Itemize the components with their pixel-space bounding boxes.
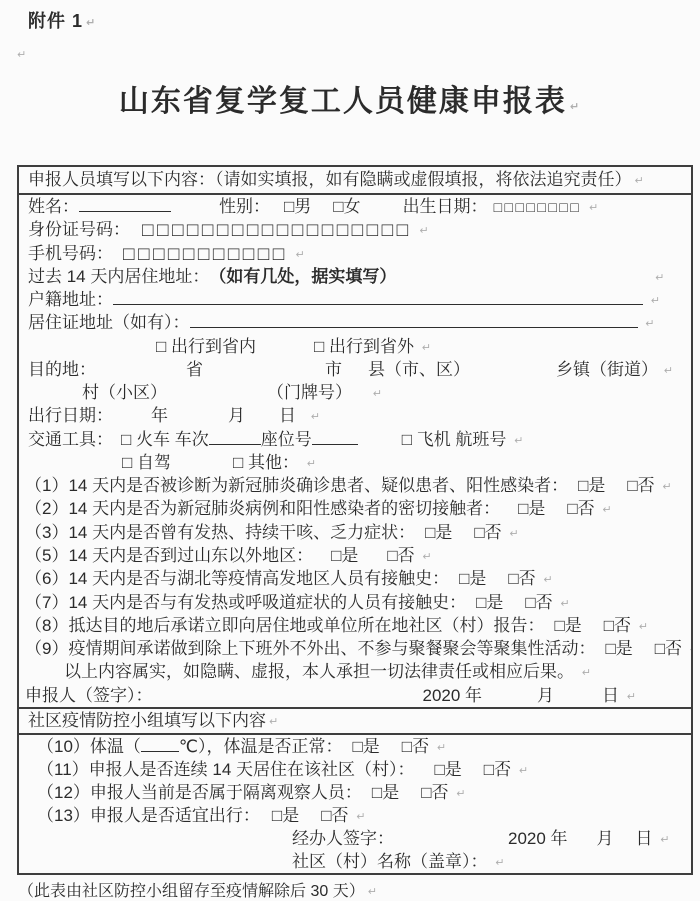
hukou-address-row — [19, 288, 691, 311]
question-5-no-checkbox[interactable]: □否 — [387, 545, 415, 565]
question-row-6 — [19, 567, 691, 590]
hukou-address-input-blank[interactable] — [113, 304, 643, 305]
declarant-sign-year: 2020 年 — [422, 685, 483, 705]
page-title — [0, 76, 700, 120]
declarant-section-header — [19, 167, 691, 195]
destination-village-row — [19, 381, 691, 404]
affirmation-row — [19, 660, 691, 683]
gender-label: 性别： — [219, 197, 270, 216]
question-7-text: （7）14 天内是否与有发热或呼吸道症状的人员有接触史： — [25, 592, 467, 612]
question-5-yes-checkbox[interactable]: □是 — [331, 545, 359, 565]
date-year-unit: 年 — [151, 406, 168, 426]
name-input-blank[interactable] — [79, 211, 171, 212]
question-3-yes-checkbox[interactable]: □是 — [425, 522, 453, 542]
handler-signature-label[interactable]: 经办人签字： — [292, 828, 394, 848]
destination-input-blank[interactable] — [96, 358, 656, 381]
travel-outside-province-checkbox[interactable]: □ 出行到省外 — [314, 336, 414, 356]
dest-city-unit: 市 — [325, 359, 342, 379]
address-14days-row — [19, 265, 691, 288]
transport-row — [19, 428, 691, 451]
handler-signature-row — [19, 827, 691, 850]
question-3-no-checkbox[interactable]: □否 — [474, 522, 502, 542]
page-title-text: 山东省复学复工人员健康申报表 — [118, 85, 567, 118]
question-11-no-checkbox[interactable]: □否 — [483, 759, 512, 779]
question-row-3 — [19, 521, 691, 544]
paragraph-mark — [14, 46, 26, 64]
question-10-suffix: ℃），体温是否正常： — [178, 736, 343, 756]
question-9-text: （9）疫情期间承诺做到除上下班外不外出、不参与聚餐聚会等聚集性活动： — [25, 639, 596, 659]
declarant-section-header-text: 申报人员填写以下内容：（请如实填报，如有隐瞒或虚假填报，将依法追究责任） — [28, 170, 632, 189]
question-row-7 — [19, 591, 691, 614]
community-section-header — [19, 707, 691, 735]
question-10-no-checkbox[interactable]: □否 — [401, 736, 430, 756]
question-1-no-checkbox[interactable]: □否 — [627, 476, 655, 496]
question-13-text: （13）申报人是否适宜出行： — [37, 805, 260, 825]
declarant-signature-row — [19, 684, 691, 707]
community-section-header-text: 社区疫情防控小组填写以下内容 — [28, 710, 266, 730]
transport-self-drive-checkbox[interactable]: □ 自驾 — [122, 452, 171, 472]
travel-date-row — [19, 404, 691, 427]
question-5-text: （5）14 天内是否到过山东以外地区： — [25, 545, 314, 565]
dest-county-unit: 县（市、区） — [368, 359, 470, 379]
residence-permit-row — [19, 311, 691, 334]
transport-other-checkbox[interactable]: □ 其他： — [233, 452, 299, 472]
transport-row-2 — [19, 451, 691, 474]
question-13-no-checkbox[interactable]: □否 — [321, 805, 349, 825]
question-9-no-checkbox[interactable]: □否 — [654, 639, 683, 659]
address-14days-label: 过去 14 天内居住地址： — [28, 266, 210, 286]
question-12-no-checkbox[interactable]: □否 — [421, 782, 449, 802]
question-2-yes-checkbox[interactable]: □是 — [518, 499, 546, 519]
id-number-row — [19, 218, 691, 241]
dest-town-unit: 乡镇（街道） — [556, 359, 658, 379]
attachment-label-text: 附件 1 — [28, 11, 84, 31]
date-day-unit: 日 — [279, 406, 296, 426]
dest-village-unit: 村（小区） — [82, 383, 167, 403]
date-month-unit: 月 — [228, 406, 245, 426]
phone-row — [19, 242, 691, 265]
question-1-text: （1）14 天内是否被诊断为新冠肺炎确诊患者、疑似患者、阳性感染者： — [25, 476, 569, 496]
gender-female-checkbox[interactable]: □女 — [333, 197, 361, 216]
question-8-no-checkbox[interactable]: □否 — [603, 615, 632, 635]
residence-permit-label: 居住证地址（如有）： — [28, 313, 190, 333]
address-14days-input-blank[interactable] — [209, 265, 647, 288]
community-name-row — [19, 850, 691, 873]
declarant-signature-label[interactable]: 申报人（签字）： — [25, 685, 153, 705]
travel-within-province-checkbox[interactable]: □ 出行到省内 — [156, 336, 256, 356]
question-row-2 — [19, 497, 691, 520]
gender-male-checkbox[interactable]: □男 — [284, 197, 312, 216]
dest-province-unit: 省 — [186, 359, 203, 379]
health-declaration-form — [17, 165, 693, 875]
declarant-sign-month: 月 — [537, 685, 555, 705]
question-row-11 — [19, 758, 691, 781]
question-2-text: （2）14 天内是否为新冠肺炎病例和阳性感染者的密切接触者： — [25, 499, 501, 519]
destination-row — [19, 358, 691, 381]
question-8-yes-checkbox[interactable]: □是 — [554, 615, 582, 635]
question-row-5 — [19, 544, 691, 567]
question-6-text: （6）14 天内是否与湖北等疫情高发地区人员有接触史： — [25, 569, 450, 589]
dest-house-no-unit: （门牌号） — [267, 383, 352, 403]
name-label: 姓名： — [28, 197, 79, 216]
affirmation-text: 以上内容属实，如隐瞒、虚报，本人承担一切法律责任或相应后果。 — [64, 662, 574, 682]
question-2-no-checkbox[interactable]: □否 — [567, 499, 595, 519]
question-12-text: （12）申报人当前是否属于隔离观察人员： — [37, 782, 362, 802]
transport-train-checkbox[interactable]: □ 火车 车次 — [121, 429, 209, 449]
attachment-label — [28, 7, 96, 33]
question-11-text: （11）申报人是否连续 14 天居住在该社区（村）： — [37, 759, 415, 779]
seat-number-label: 座位号 — [260, 429, 312, 449]
question-row-10 — [19, 735, 691, 758]
question-row-8 — [19, 614, 691, 637]
question-6-no-checkbox[interactable]: □否 — [508, 569, 536, 589]
question-13-yes-checkbox[interactable]: □是 — [271, 805, 300, 825]
community-section — [19, 735, 691, 873]
destination-label: 目的地： — [28, 359, 96, 379]
travel-direction-row — [19, 335, 691, 358]
question-10-pre: （10）体温（ — [37, 736, 141, 756]
seat-number-blank[interactable] — [312, 444, 358, 445]
retention-footnote — [18, 878, 377, 901]
question-row-12 — [19, 781, 691, 804]
address-14days-hint: （如有几处，据实填写） — [209, 266, 397, 286]
transport-plane-checkbox[interactable]: □ 飞机 航班号 — [401, 429, 507, 449]
question-12-yes-checkbox[interactable]: □是 — [371, 782, 400, 802]
question-8-text: （8）抵达目的地后承诺立即向居住地或单位所在地社区（村）报告： — [25, 615, 545, 635]
retention-footnote-text: （此表由社区防控小组留存至疫情解除后 30 天） — [18, 883, 365, 900]
question-6-yes-checkbox[interactable]: □是 — [459, 569, 487, 589]
question-row-1 — [19, 474, 691, 497]
question-10-yes-checkbox[interactable]: □是 — [352, 736, 380, 756]
question-7-no-checkbox[interactable]: □否 — [525, 592, 553, 612]
question-9-yes-checkbox[interactable]: □是 — [605, 639, 633, 659]
question-7-yes-checkbox[interactable]: □是 — [476, 592, 504, 612]
birth-date-label: 出生日期： — [402, 197, 488, 216]
temperature-input-blank[interactable] — [141, 751, 179, 752]
birth-date-boxes[interactable]: □□□□□□□□ — [493, 199, 582, 215]
hukou-address-label: 户籍地址： — [28, 290, 113, 310]
phone-label: 手机号码： — [28, 243, 113, 263]
handler-sign-day: 日 — [635, 828, 653, 848]
declarant-sign-day: 日 — [602, 685, 620, 705]
residence-permit-input-blank[interactable] — [190, 327, 638, 328]
name-row — [19, 195, 691, 218]
village-input-blank[interactable] — [82, 381, 365, 404]
community-name-label[interactable]: 社区（村）名称（盖章）： — [292, 851, 488, 871]
handler-sign-year: 2020 年 — [508, 828, 568, 848]
id-number-label: 身份证号码： — [28, 220, 130, 240]
question-1-yes-checkbox[interactable]: □是 — [578, 476, 606, 496]
handler-sign-month: 月 — [596, 828, 614, 848]
question-11-yes-checkbox[interactable]: □是 — [434, 759, 462, 779]
travel-date-label: 出行日期： — [28, 406, 113, 426]
question-row-13 — [19, 804, 691, 827]
train-number-blank[interactable] — [209, 444, 261, 445]
phone-boxes[interactable]: □□□□□□□□□□□ — [123, 243, 288, 265]
question-3-text: （3）14 天内是否曾有发热、持续干咳、乏力症状： — [25, 522, 416, 542]
question-row-9 — [19, 637, 691, 660]
travel-date-input-blank[interactable] — [113, 404, 303, 427]
transport-label: 交通工具： — [28, 429, 113, 449]
declarant-section — [19, 195, 691, 707]
id-number-boxes[interactable]: □□□□□□□□□□□□□□□□□□ — [142, 220, 412, 242]
